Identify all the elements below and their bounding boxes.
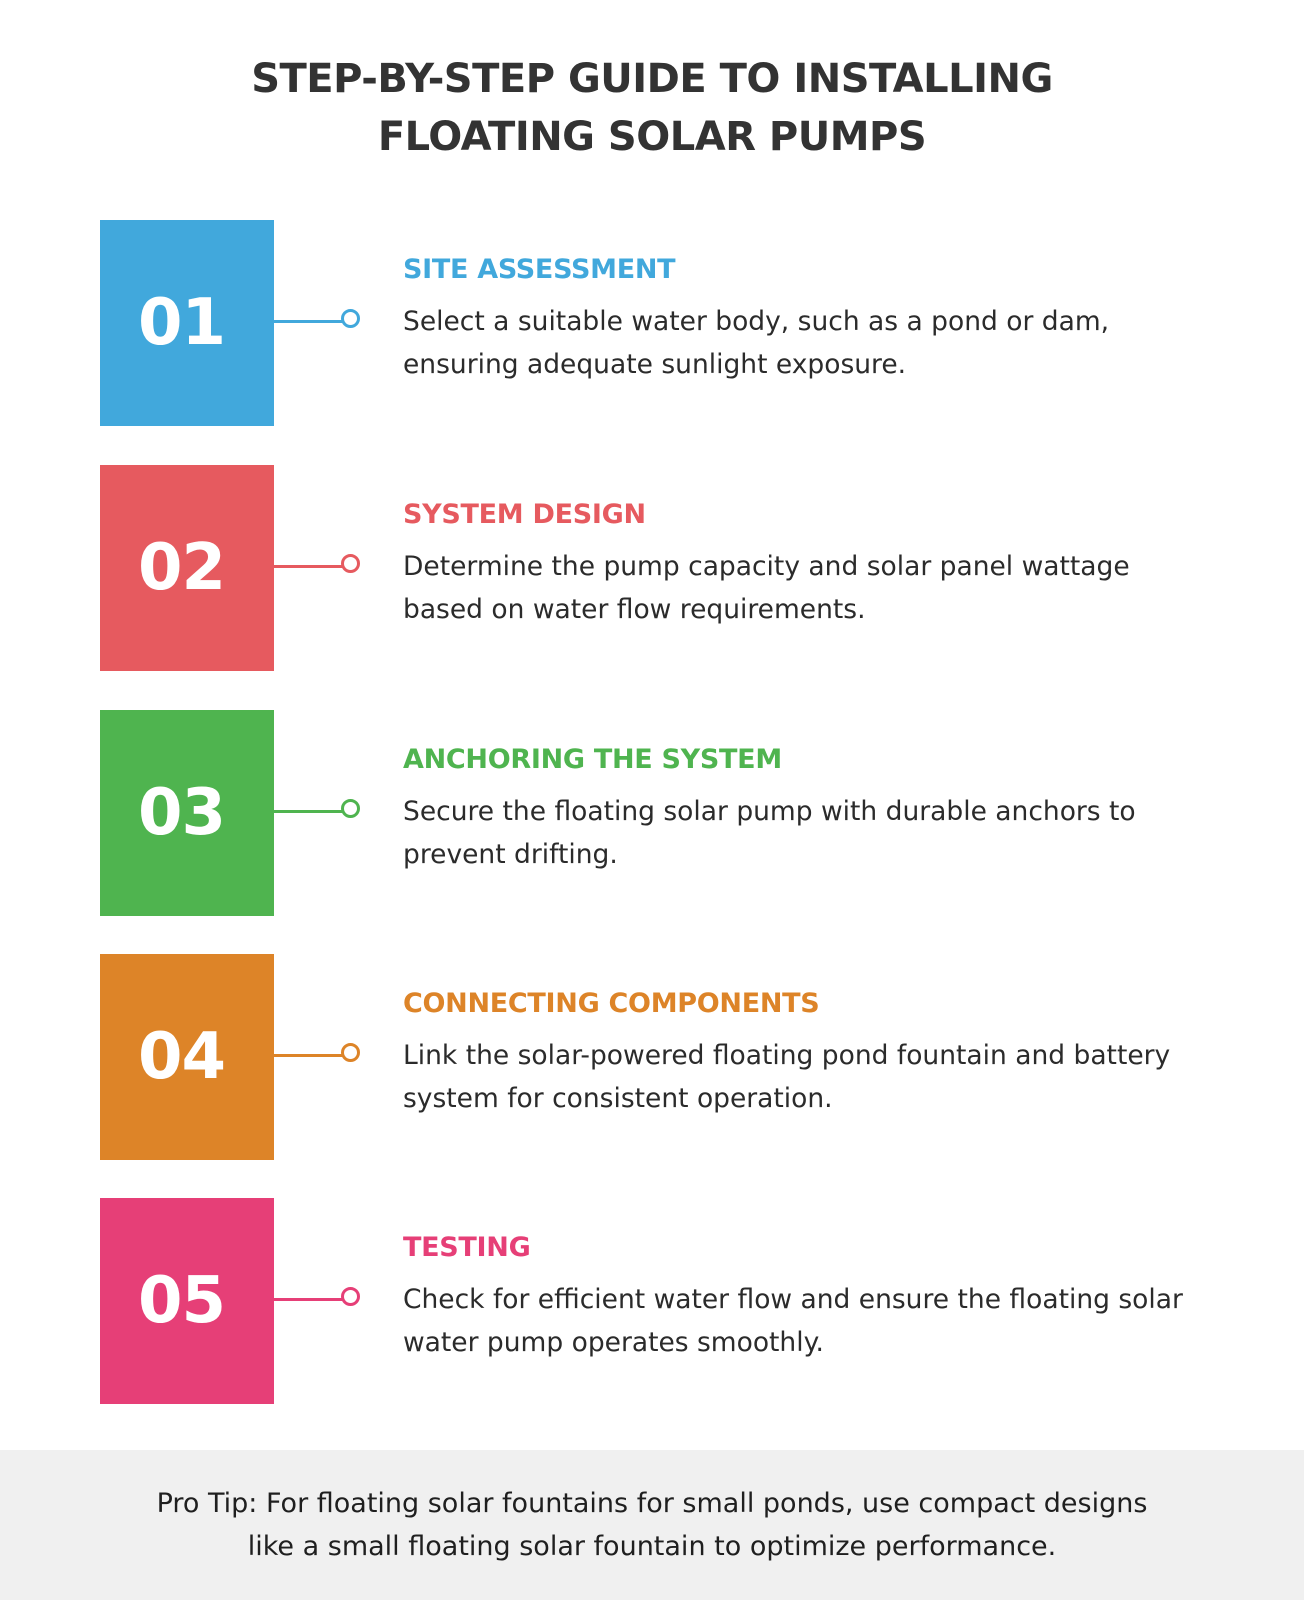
pro-tip-banner: [0, 1450, 1304, 1600]
step-3: [100, 710, 1304, 916]
step-number-box: [100, 220, 274, 426]
connector-node-icon: [341, 309, 360, 328]
step-description: Check for efficient water flow and ensure the floating solar water pump operates smoothly.: [403, 1284, 1183, 1358]
page-title-line-2: FLOATING SOLAR PUMPS: [377, 114, 927, 160]
step-number: 01: [138, 286, 226, 360]
step-number-box: [100, 954, 274, 1160]
pro-tip-text: Pro Tip: For floating solar fountains for small ponds, use compact designs like a small floating solar fountain to optimize performance.: [156, 1488, 1148, 1562]
step-description: Link the solar-powered floating pond fountain and battery system for consistent operation.: [403, 1040, 1171, 1114]
step-description: Secure the floating solar pump with durable anchors to prevent drifting.: [403, 796, 1136, 870]
step-heading: CONNECTING COMPONENTS: [403, 988, 820, 1019]
step-description: Determine the pump capacity and solar panel wattage based on water flow requirements.: [403, 551, 1130, 625]
step-number-box: [100, 465, 274, 671]
step-number: 02: [138, 531, 226, 605]
step-5: [100, 1198, 1304, 1404]
connector-node-icon: [341, 799, 360, 818]
step-number: 03: [138, 776, 226, 850]
step-4: [100, 954, 1304, 1160]
connector-node-icon: [341, 1043, 360, 1062]
step-2: [100, 465, 1304, 671]
connector-node-icon: [341, 554, 360, 573]
step-number: 04: [138, 1020, 226, 1094]
step-number-box: [100, 710, 274, 916]
step-description: Select a suitable water body, such as a pond or dam, ensuring adequate sunlight exposure.: [403, 306, 1110, 380]
step-1: [100, 220, 1304, 426]
step-number: 05: [138, 1264, 226, 1338]
page-title: [0, 50, 1304, 166]
step-heading: TESTING: [403, 1232, 531, 1263]
step-heading: SITE ASSESSMENT: [403, 254, 676, 285]
page-title-line-1: STEP-BY-STEP GUIDE TO INSTALLING: [251, 56, 1053, 102]
connector-node-icon: [341, 1287, 360, 1306]
step-number-box: [100, 1198, 274, 1404]
step-heading: ANCHORING THE SYSTEM: [403, 744, 782, 775]
step-heading: SYSTEM DESIGN: [403, 499, 646, 530]
